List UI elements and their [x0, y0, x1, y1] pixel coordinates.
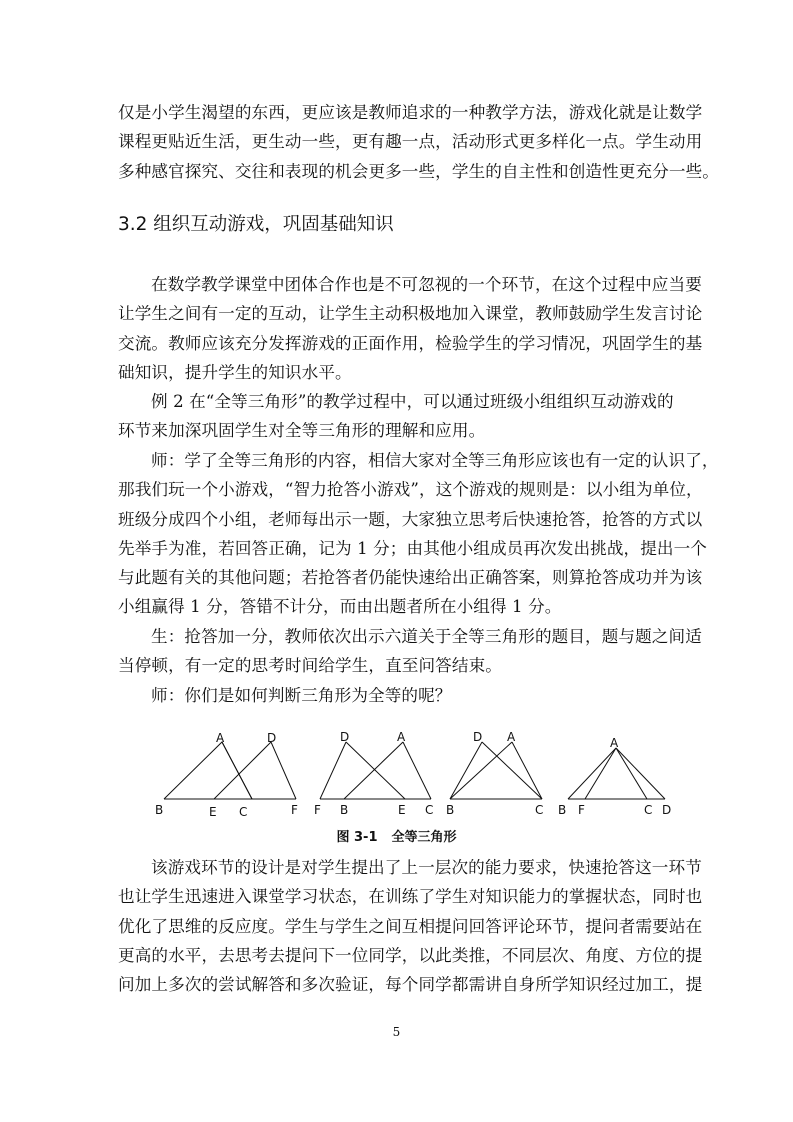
paragraph-teacher-rules [118, 446, 719, 622]
vertex-label: A [216, 731, 225, 745]
figure-number: 图 3-1 [336, 830, 378, 845]
triangle-side [271, 742, 296, 799]
vertex-label: D [473, 730, 483, 744]
triangle-pair-3 [450, 742, 542, 799]
triangle-pair-1 [164, 742, 296, 799]
text-line: 师：学了全等三角形的内容，相信大家对全等三角形应该也有一定的认识了， [151, 451, 719, 470]
vertex-label: D [662, 803, 672, 817]
triangle-pair-2 [320, 742, 431, 799]
text-line: 那我们玩一个小游戏，“智力抢答小游戏”，这个游戏的规则是：以小组为单位， [118, 480, 703, 500]
text-line: 让学生之间有一定的互动，让学生主动积极地加入课堂，教师鼓励学生发言讨论 [118, 304, 703, 324]
paragraph-teamwork [118, 270, 703, 387]
triangle-side [450, 742, 482, 799]
triangle-side [222, 742, 252, 799]
paragraph-intro [118, 98, 719, 186]
figure-caption [0, 826, 793, 845]
vertex-label: A [507, 730, 516, 744]
vertex-label: A [610, 736, 619, 750]
vertex-label: C [425, 803, 434, 817]
vertex-label: E [398, 803, 406, 817]
vertex-label: C [535, 803, 544, 817]
triangle-side [450, 742, 512, 799]
vertex-label: F [314, 803, 321, 817]
paragraph-question [118, 681, 678, 710]
triangle-abc [164, 742, 252, 799]
text-line: 更高的水平，去思考去提问下一位同学，以此类推，不同层次、角度、方位的提 [118, 945, 703, 965]
text-line: 课程更贴近生活，更生动一些，更有趣一点，活动形式更多样化一点。学生动用 [118, 132, 703, 152]
text-line: 环节来加深巩固学生对全等三角形的理解和应用。 [118, 421, 486, 441]
triangle-side [512, 742, 542, 799]
vertex-label: B [446, 803, 455, 817]
text-line: 班级分成四个小组，老师每出示一题，大家独立思考后快速抢答，抢答的方式以 [118, 509, 703, 529]
figure-title: 全等三角形 [391, 830, 457, 845]
text-line: 也让学生迅速进入课堂学习状态，在训练了学生对知识能力的掌握状态，同时也 [118, 887, 703, 907]
text-line: 多种感官探究、交往和表现的机会更多一些，学生的自主性和创造性更充分一些。 [118, 161, 719, 181]
text-line: 在数学教学课堂中团体合作也是不可忽视的一个环节，在这个过程中应当要 [151, 275, 702, 294]
vertex-label: B [340, 803, 349, 817]
vertex-label: E [209, 805, 217, 819]
vertex-label: C [644, 803, 653, 817]
triangle-side [214, 742, 271, 799]
text-line: 先举手为准，若回答正确，记为 1 分；由其他小组成员再次发出挑战，提出一个 [118, 538, 707, 558]
triangle-side [346, 742, 405, 799]
text-line: 问加上多次的尝试解答和多次验证，每个同学都需讲自身所学知识经过加工，提 [118, 975, 703, 995]
triangle-side [403, 742, 431, 799]
page-number: 5 [392, 1025, 401, 1039]
text-line: 优化了思维的反应度。学生与学生之间互相提问回答评论环节，提问者需要站在 [118, 916, 703, 936]
paragraph-analysis [118, 853, 703, 999]
text-line: 与此题有关的其他问题；若抢答者仍能快速给出正确答案，则算抢答成功并为该 [118, 568, 703, 588]
section-heading: 3.2 组织互动游戏，巩固基础知识 [118, 214, 394, 235]
triangle-side [482, 742, 542, 799]
congruent-triangles-figure [150, 728, 680, 820]
vertex-label: F [578, 803, 585, 817]
vertex-label: D [267, 731, 277, 745]
text-line: 例 2 在“全等三角形”的教学过程中，可以通过班级小组组织互动游戏的 [151, 392, 674, 411]
text-line: 当停顿，有一定的思考时间给学生，直至问答结束。 [118, 656, 502, 676]
text-line: 该游戏环节的设计是对学生提出了上一层次的能力要求，快速抢答这一环节 [151, 858, 702, 877]
vertex-label: B [155, 803, 164, 817]
triangle-side [616, 748, 665, 799]
triangle-side [616, 748, 647, 799]
text-line: 生：抢答加一分，教师依次出示六道关于全等三角形的题目，题与题之间适 [151, 627, 702, 646]
text-line: 师：你们是如何判断三角形为全等的呢？ [151, 686, 452, 705]
vertex-label: B [558, 803, 567, 817]
triangle-side [585, 748, 616, 799]
paragraph-example [118, 387, 678, 446]
paragraph-student [118, 622, 702, 681]
vertex-label: F [291, 803, 298, 817]
vertex-label: D [340, 730, 350, 744]
triangle-side [320, 742, 346, 799]
text-line: 交流。教师应该充分发挥游戏的正面作用，检验学生的学习情况，巩固学生的基 [118, 333, 703, 353]
text-line: 小组赢得 1 分，答错不计分，而由出题者所在小组得 1 分。 [118, 597, 562, 617]
text-line: 础知识，提升学生的知识水平。 [118, 362, 352, 382]
text-line: 仅是小学生渴望的东西，更应该是教师追求的一种教学方法，游戏化就是让数学 [118, 103, 703, 122]
triangle-pair-4 [568, 748, 665, 799]
vertex-label: A [397, 730, 406, 744]
triangle-side [344, 742, 403, 799]
vertex-label: C [239, 805, 248, 819]
triangle-side [568, 748, 616, 799]
